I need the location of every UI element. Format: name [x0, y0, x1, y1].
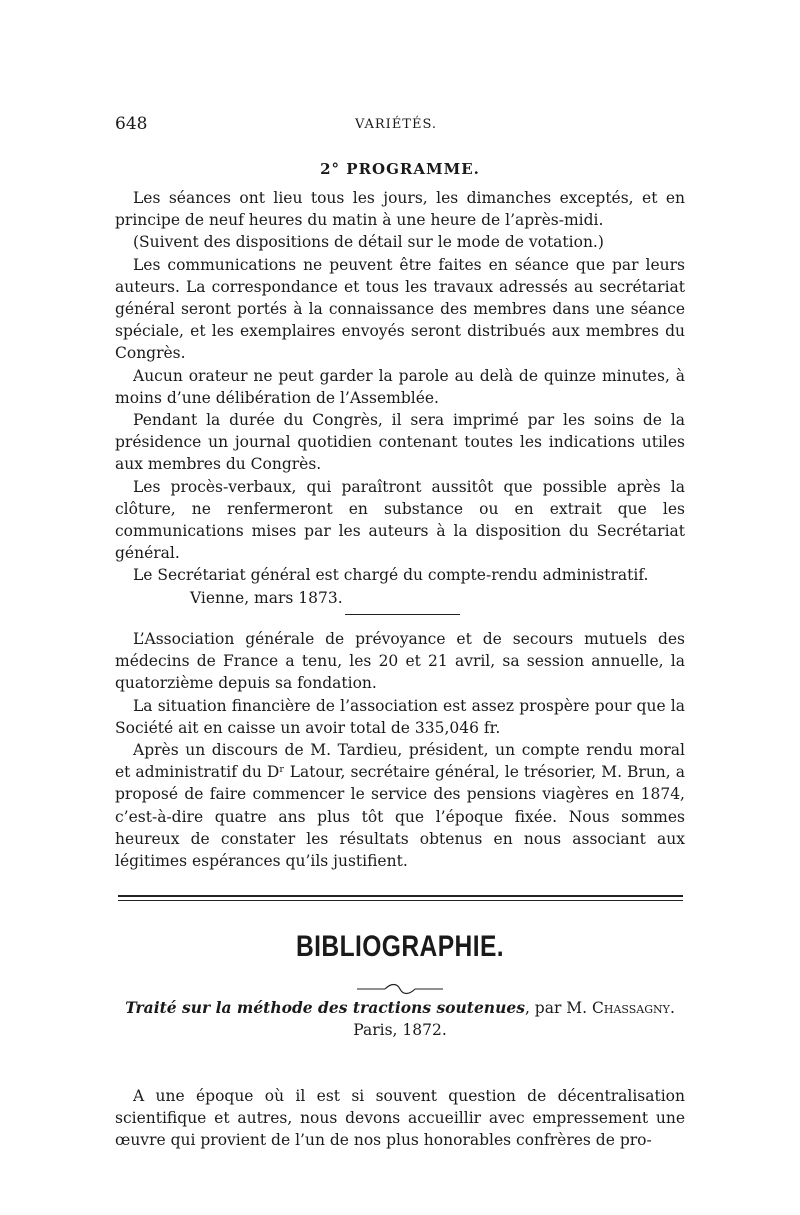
- book-citation: [115, 997, 685, 1041]
- paragraph: (Suivent des dispositions de détail sur le mode de votation.): [133, 233, 604, 252]
- bibliography-text: [115, 1085, 685, 1152]
- ornament-flourish: [355, 983, 445, 995]
- paragraph: Les séances ont lieu tous les jours, les dimanches exceptés, et en principe de neuf heures du matin à une heure de l’après-midi.: [115, 189, 685, 230]
- page-number: 648: [115, 114, 148, 134]
- double-rule-divider: [118, 895, 683, 903]
- paragraph: Pendant la durée du Congrès, il sera imprimé par les soins de la présidence un journal quotidien contenant toutes les indications utiles aux membres du Congrès.: [115, 411, 685, 474]
- work-title: Traité sur la méthode des tractions soutenues: [125, 998, 525, 1017]
- place-date: Paris, 1872.: [353, 1021, 447, 1039]
- bibliography-title: BIBLIOGRAPHIE.: [295, 930, 505, 963]
- paragraph: La situation financière de l’association est assez prospère pour que la Société ait en caisse un avoir total de 335,046 fr.: [115, 696, 685, 737]
- paragraph: Aucun orateur ne peut garder la parole au delà de quinze minutes, à moins d’une délibération de l’Assemblée.: [115, 366, 685, 407]
- programme-text: [115, 187, 685, 609]
- paragraph: L’Association générale de prévoyance et de secours mutuels des médecins de France a tenu, les 20 et 21 avril, sa session annuelle, la quatorzième depuis sa fondation.: [115, 630, 685, 693]
- paragraph: Après un discours de M. Tardieu, président, un compte rendu moral et administratif du Dʳ Latour, secrétaire général, le trésorier, M. Brun, a proposé de faire commencer le service des pensions viagères en 1874, c’est-à-dire quatre ans plus tôt que l’époque fixée. Nous sommes heureux de constater les résultats obtenus en nous associant aux légitimes espérances qu’ils justifient.: [115, 741, 685, 871]
- paragraph: Le Secrétariat général est chargé du compte-rendu administratif.: [133, 566, 649, 585]
- paragraph: A une époque où il est si souvent question de décentralisation scientifique et autres, nous devons accueillir avec empressement une œuvre qui provient de l’un de nos plus honorables confrères de pro-: [115, 1087, 685, 1150]
- paragraph: Les procès-verbaux, qui paraîtront aussitôt que possible après la clôture, ne renfermeront en substance ou en extrait que les communications mises par les auteurs à la disposition du Secrétariat général.: [115, 477, 685, 563]
- running-head: [115, 114, 685, 138]
- paragraph: Les communications ne peuvent être faites en séance que par leurs auteurs. La correspondance et tous les travaux adressés au secrétariat général seront portés à la connaissance des membres dans une séance spéciale, et les exemplaires envoyés seront distribués aux membres du Congrès.: [115, 255, 685, 363]
- association-text: [115, 628, 685, 872]
- signature-line: Vienne, mars 1873.: [190, 588, 343, 607]
- citation-period: .: [669, 999, 675, 1017]
- programme-heading: 2° PROGRAMME.: [320, 160, 480, 178]
- citation-by: , par M.: [524, 999, 588, 1017]
- author-name: Chassagny: [592, 999, 670, 1017]
- section-divider: [345, 614, 460, 615]
- running-title: VARIÉTÉS.: [355, 117, 438, 132]
